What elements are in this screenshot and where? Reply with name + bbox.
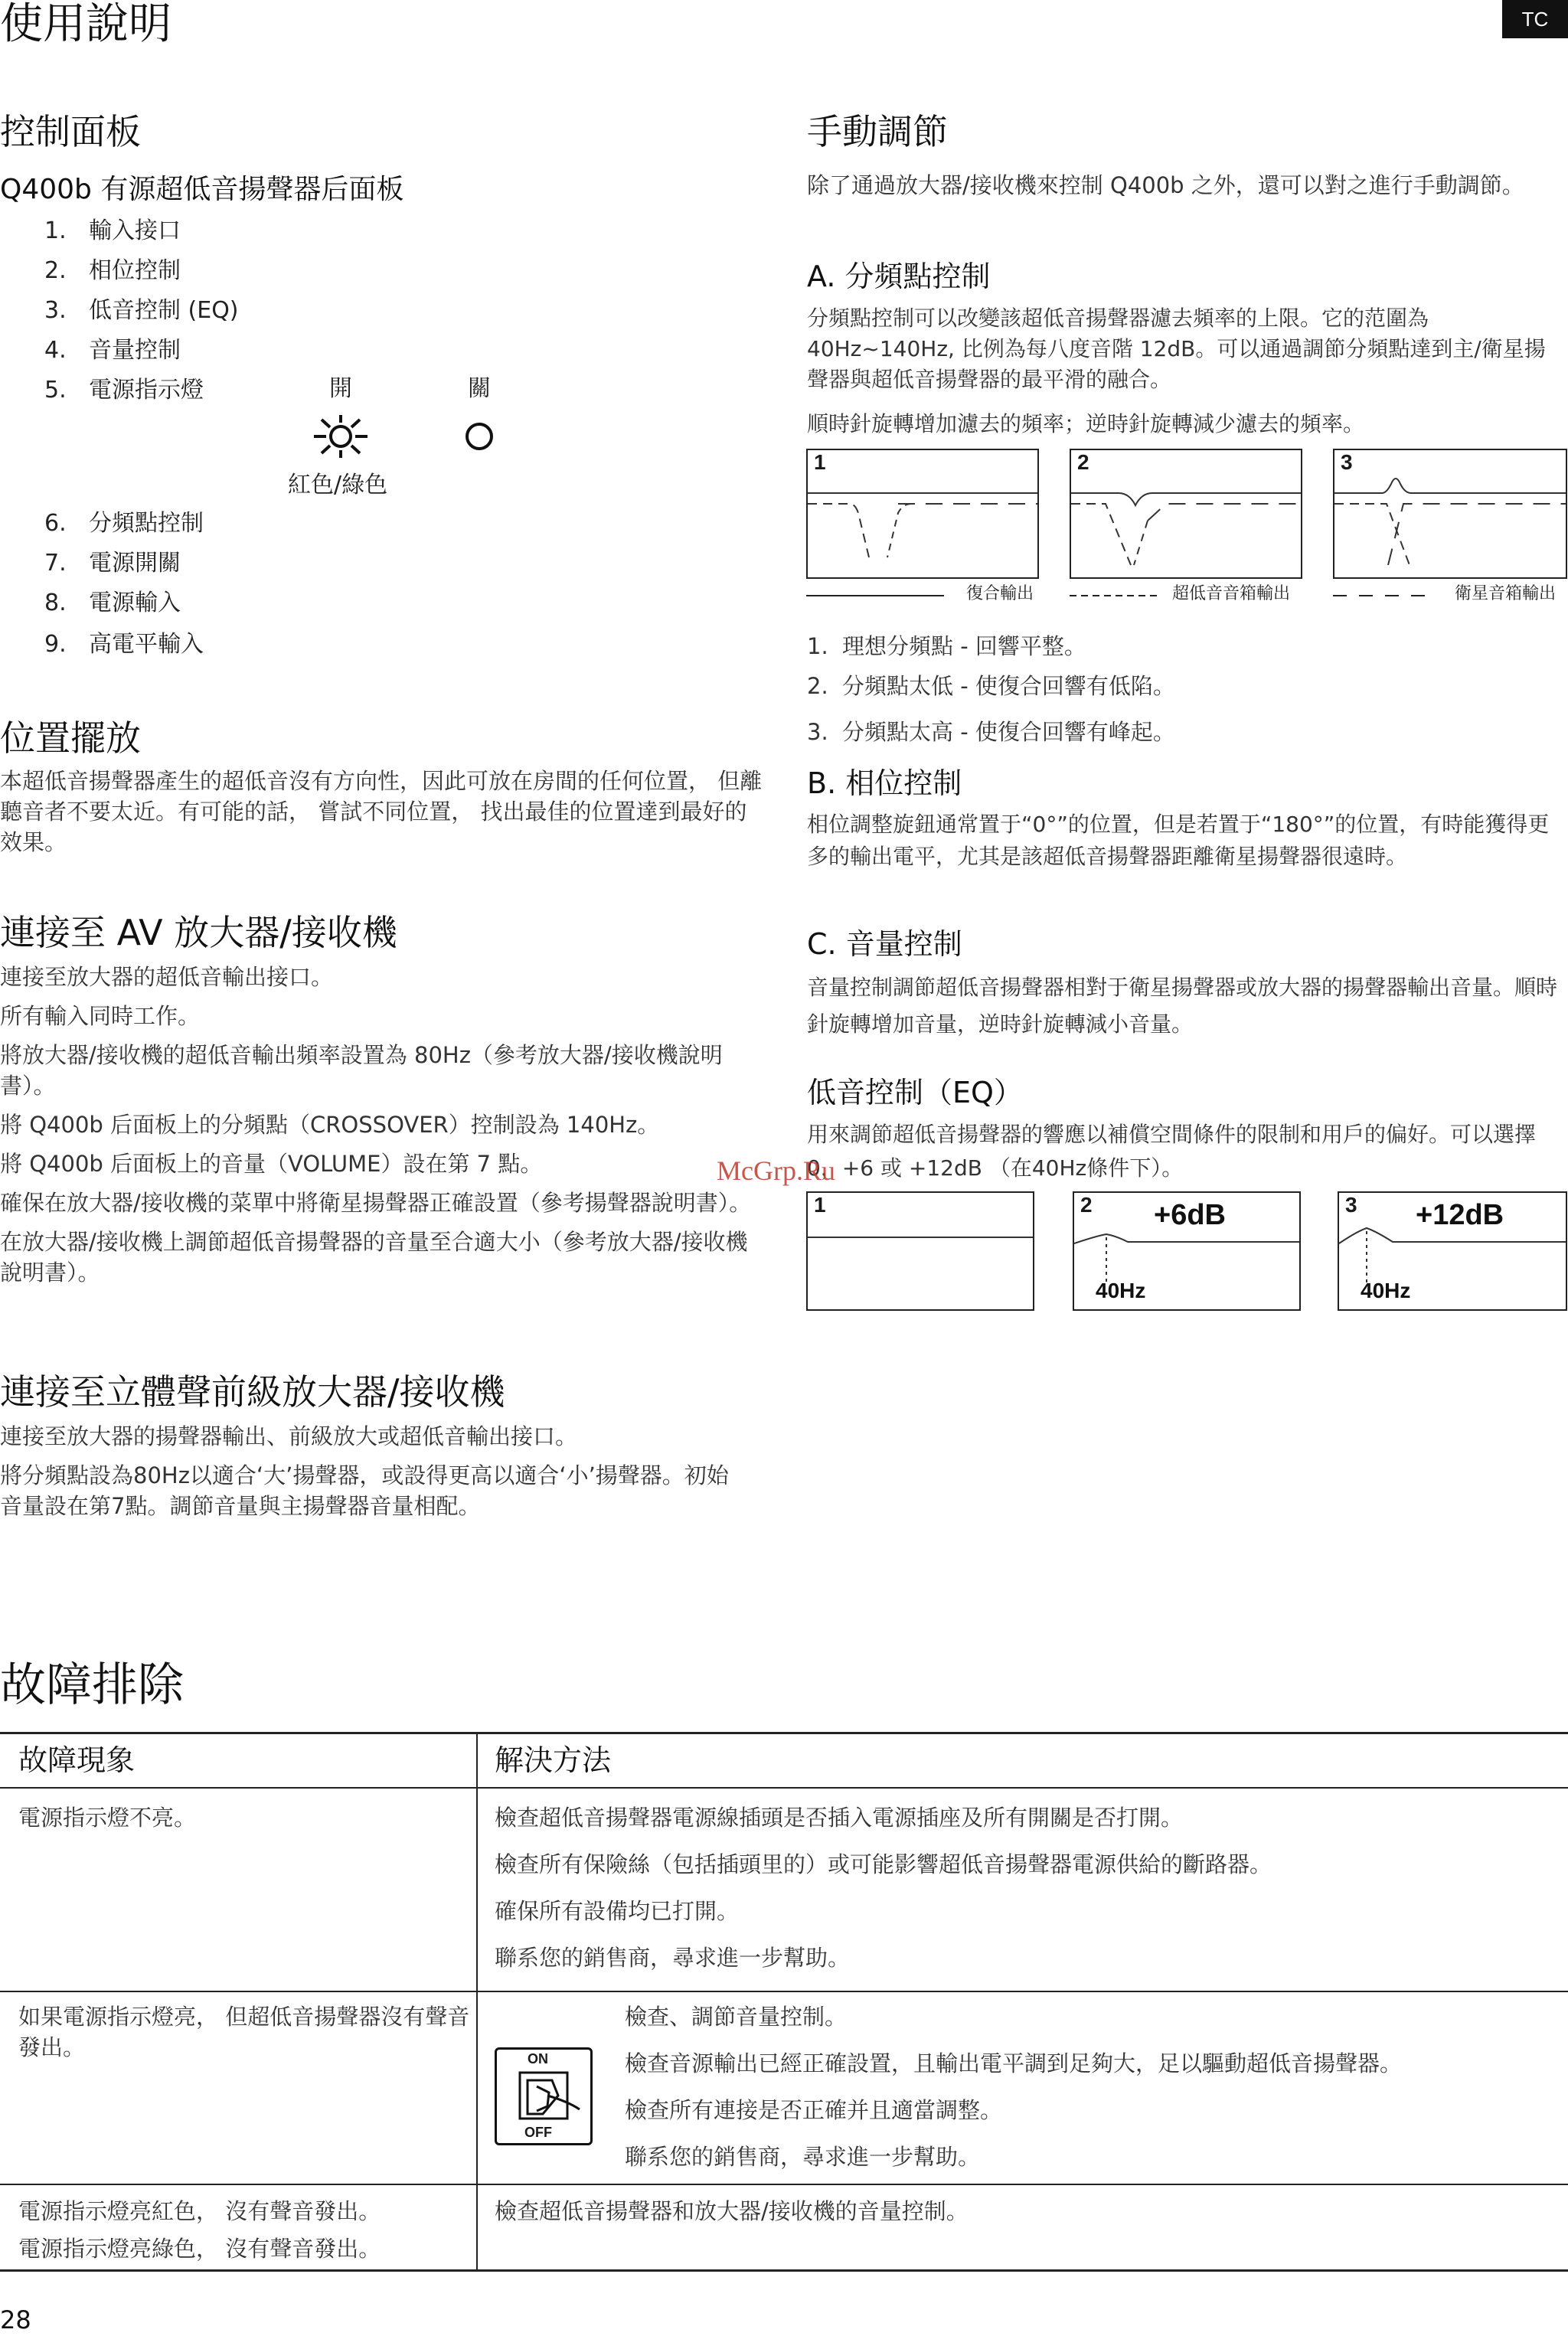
eq-freq-label: 40Hz <box>1361 1279 1411 1302</box>
crossover-heading: A. 分頻點控制 <box>807 260 991 293</box>
av-line: 將放大器/接收機的超低音輸出頻率設置為 80Hz（參考放大器/接收機說明書）。 <box>0 1042 723 1099</box>
stereo-heading: 連接至立體聲前級放大器/接收機 <box>0 1371 505 1413</box>
list-item: 1. 理想分頻點 - 回響平整。 <box>807 633 1086 659</box>
table-row-border <box>0 1991 1568 1992</box>
solution-cell <box>625 2001 1559 2172</box>
eq-heading: 低音控制（EQ） <box>807 1076 1023 1109</box>
placement-heading: 位置擺放 <box>0 717 141 759</box>
eq-gain-label: +12dB <box>1416 1199 1504 1231</box>
crossover-graph-3 <box>1333 449 1567 579</box>
solution-line: 檢查所有保險絲（包括插頭里的）或可能影響超低音揚聲器電源供給的斷路器。 <box>495 1851 1272 1877</box>
list-item: 7. 電源開關 <box>44 550 181 577</box>
stereo-instructions <box>0 1421 743 1521</box>
problem-line: 電源指示燈亮紅色， 沒有聲音發出。 <box>18 2198 381 2224</box>
eq-graph-3 <box>1338 1191 1567 1311</box>
av-instructions <box>0 962 758 1288</box>
list-item: 1. 輸入接口 <box>44 217 181 244</box>
legend-dashed-line <box>1070 588 1160 603</box>
graph-number: 3 <box>1345 1193 1357 1217</box>
table-row-border <box>0 2184 1568 2185</box>
list-item: 3. 分頻點太高 - 使復合回響有峰起。 <box>807 719 1175 745</box>
list-item: 8. 電源輸入 <box>44 590 181 616</box>
av-line: 確保在放大器/接收機的菜單中將衛星揚聲器正確設置（參考揚聲器說明書）。 <box>0 1190 752 1216</box>
rear-panel-subheading: Q400b 有源超低音揚聲器后面板 <box>0 174 404 205</box>
graph-number: 2 <box>1077 450 1089 474</box>
graph-number: 1 <box>814 1193 826 1217</box>
solution-line: 聯系您的銷售商，尋求進一步幫助。 <box>625 2144 981 2170</box>
av-line: 連接至放大器的超低音輸出接口。 <box>0 964 334 990</box>
table-header-border <box>0 1787 1568 1789</box>
watermark: McGrp.Ru <box>717 1155 835 1186</box>
eq-text: 用來調節超低音揚聲器的響應以補償空間條件的限制和用戶的偏好。可以選擇 0，+6 或 +12dB （在40Hz條件下）。 <box>807 1122 1537 1181</box>
legend-long-dash-line <box>1333 588 1436 603</box>
solution-line: 確保所有設備均已打開。 <box>495 1898 740 1924</box>
solution-line: 檢查音源輸出已經正確設置，且輸出電平調到足夠大，足以驅動超低音揚聲器。 <box>625 2050 1403 2076</box>
language-tag: TC <box>1502 0 1568 38</box>
legend-solid-line <box>806 588 944 603</box>
legend-subwoofer-label: 超低音音箱輸出 <box>1172 584 1291 603</box>
list-item: 3. 低音控制 (EQ) <box>44 297 239 324</box>
list-item: 6. 分頻點控制 <box>44 510 204 537</box>
list-item: 2. 分頻點太低 - 使復合回響有低陷。 <box>807 673 1175 699</box>
graph-number: 2 <box>1080 1193 1093 1217</box>
crossover-text: 分頻點控制可以改變該超低音揚聲器濾去頻率的上限。它的范圍為 40Hz~140Hz, 比例為每八度音階 12dB。可以通過調節分頻點達到主/衛星揚聲器與超低音揚聲器的最平滑的融合。 <box>807 305 1546 392</box>
problem-cell: 如果電源指示燈亮， 但超低音揚聲器沒有聲音發出。 <box>18 2004 470 2060</box>
solution-line: 聯系您的銷售商，尋求進一步幫助。 <box>495 1945 851 1971</box>
legend-satellite-label: 衛星音箱輸出 <box>1455 584 1557 603</box>
column-header-problem: 故障現象 <box>18 1743 136 1777</box>
column-header-solution: 解決方法 <box>495 1743 612 1777</box>
troubleshooting-heading: 故障排除 <box>0 1658 184 1712</box>
switch-off-label: OFF <box>524 2125 552 2140</box>
table-column-divider <box>476 1732 478 2271</box>
manual-intro: 除了通過放大器/接收機來控制 Q400b 之外，還可以對之進行手動調節。 <box>807 172 1524 198</box>
led-lit-icon <box>308 413 374 459</box>
led-off-icon <box>464 421 495 452</box>
solution-cell: 檢查超低音揚聲器和放大器/接收機的音量控制。 <box>495 2198 969 2224</box>
crossover-cases <box>807 631 1565 747</box>
led-color-label: 紅色/綠色 <box>288 472 388 498</box>
av-line: 將 Q400b 后面板上的音量（VOLUME）設在第 7 點。 <box>0 1151 543 1177</box>
problem-cell <box>18 2196 470 2264</box>
switch-on-label: ON <box>528 2051 548 2066</box>
power-switch-icon <box>495 2047 593 2145</box>
rear-panel-list-b <box>44 508 381 660</box>
control-panel-heading: 控制面板 <box>0 111 141 152</box>
eq-graph-2 <box>1073 1191 1301 1311</box>
graph-number: 3 <box>1341 450 1353 474</box>
crossover-graph-2 <box>1070 449 1302 579</box>
volume-text: 音量控制調節超低音揚聲器相對于衛星揚聲器或放大器的揚聲器輸出音量。順時針旋轉增加音量，逆時針旋轉減小音量。 <box>807 975 1558 1037</box>
crossover-note: 順時針旋轉增加濾去的頻率；逆時針旋轉減少濾去的頻率。 <box>807 411 1365 436</box>
av-line: 在放大器/接收機上調節超低音揚聲器的音量至合適大小（參考放大器/接收機說明書）。 <box>0 1229 748 1286</box>
legend-composite-label: 復合輸出 <box>966 584 1034 603</box>
stereo-line: 連接至放大器的揚聲器輸出、前級放大或超低音輸出接口。 <box>0 1423 578 1449</box>
eq-gain-label: +6dB <box>1154 1199 1226 1231</box>
led-off-label: 關 <box>468 375 491 402</box>
problem-cell: 電源指示燈不亮。 <box>18 1805 197 1831</box>
stereo-line: 將分頻點設為80Hz以適合‘大’揚聲器，或設得更高以適合‘小’揚聲器。初始音量設在第7點。調節音量與主揚聲器音量相配。 <box>0 1462 729 1519</box>
list-item: 4. 音量控制 <box>44 337 181 364</box>
phase-text: 相位調整旋鈕通常置于“0°”的位置，但是若置于“180°”的位置，有時能獲得更多的輸出電平，尤其是該超低音揚聲器距離衛星揚聲器很遠時。 <box>807 812 1550 869</box>
table-top-border <box>0 1732 1568 1734</box>
av-line: 將 Q400b 后面板上的分頻點（CROSSOVER）控制設為 140Hz。 <box>0 1112 660 1138</box>
volume-heading: C. 音量控制 <box>807 927 962 961</box>
phase-heading: B. 相位控制 <box>807 766 962 800</box>
page-title: 使用說明 <box>0 0 172 49</box>
eq-graph-1 <box>806 1191 1034 1311</box>
av-line: 所有輸入同時工作。 <box>0 1003 201 1029</box>
solution-cell <box>495 1802 1559 1973</box>
list-item: 2. 相位控制 <box>44 257 181 284</box>
table-bottom-border <box>0 2269 1568 2272</box>
solution-line: 檢查所有連接是否正確并且適當調整。 <box>625 2097 1003 2123</box>
problem-line: 電源指示燈亮綠色， 沒有聲音發出。 <box>18 2236 381 2262</box>
list-item: 5. 電源指示燈 <box>44 377 204 403</box>
crossover-graph-1 <box>806 449 1039 579</box>
page-number: 28 <box>0 2305 31 2334</box>
manual-heading: 手動調節 <box>807 111 948 152</box>
graph-number: 1 <box>814 450 826 474</box>
solution-line: 檢查、調節音量控制。 <box>625 2004 848 2030</box>
list-item: 9. 高電平輸入 <box>44 631 204 658</box>
led-on-label: 開 <box>329 375 352 402</box>
av-heading: 連接至 AV 放大器/接收機 <box>0 912 397 953</box>
solution-line: 檢查超低音揚聲器電源線插頭是否插入電源插座及所有開關是否打開。 <box>495 1805 1184 1831</box>
placement-text: 本超低音揚聲器產生的超低音沒有方向性，因此可放在房間的任何位置， 但離聽音者不要太近。有可能的話， 嘗試不同位置， 找出最佳的位置達到最好的效果。 <box>0 768 763 855</box>
eq-freq-label: 40Hz <box>1096 1279 1146 1302</box>
